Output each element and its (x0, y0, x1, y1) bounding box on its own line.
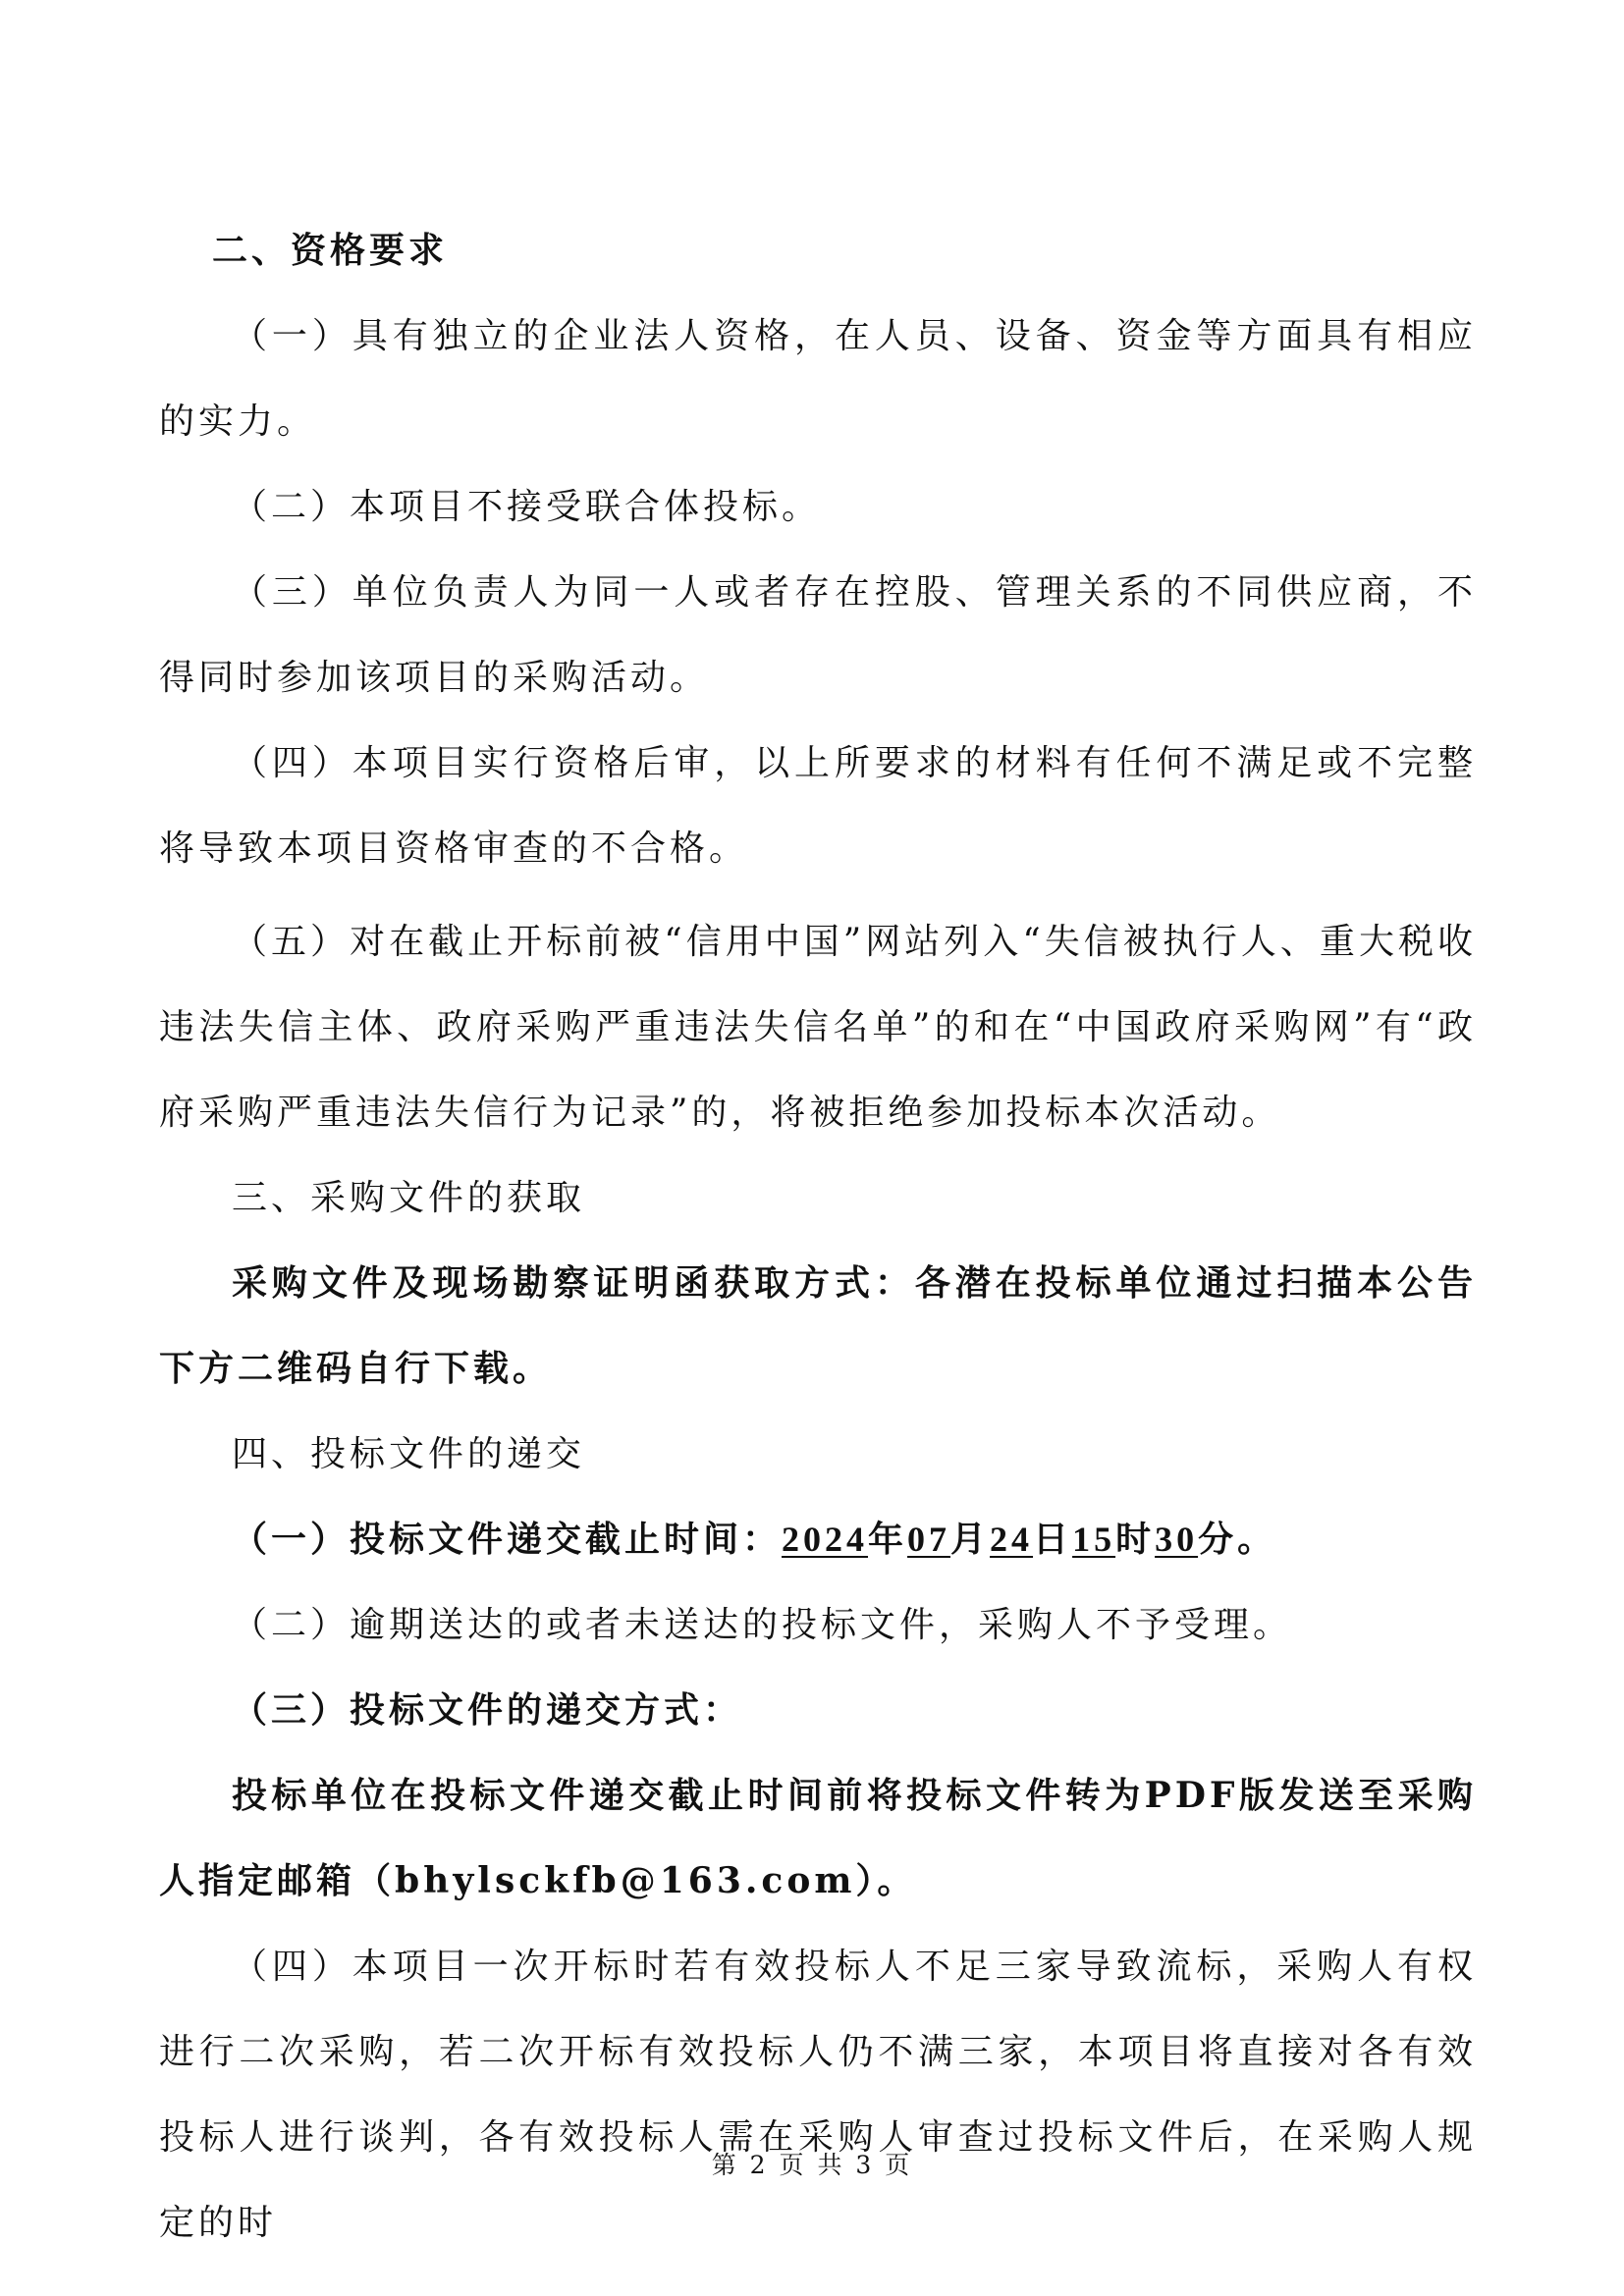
document-body (159, 208, 1477, 2266)
paragraph-qualification-4: （四）本项目实行资格后审，以上所要求的材料有任何不满足或不完整将导致本项目资格审查的不合格。 (159, 743, 1477, 869)
section-heading-procurement-docs: 三、采购文件的获取 (232, 1178, 586, 1218)
paragraph-procurement-docs: 采购文件及现场勘察证明函获取方式：各潜在投标单位通过扫描本公告下方二维码自行下载。 (159, 1262, 1477, 1389)
deadline-day: 24 (990, 1520, 1034, 1559)
deadline-day-unit: 日 (1033, 1519, 1073, 1560)
paragraph-qualification-3: （三）单位负责人为同一人或者存在控股、管理关系的不同供应商，不得同时参加该项目的采购活动。 (159, 572, 1477, 698)
deadline-month-unit: 月 (950, 1519, 991, 1560)
paragraph-qualification-2: （二）本项目不接受联合体投标。 (232, 487, 822, 527)
page-number-footer: 第 2 页 共 3 页 (711, 2151, 913, 2179)
deadline-year-unit: 年 (868, 1519, 908, 1560)
paragraph-bid-deadline (159, 1497, 1477, 1582)
deadline-year: 2024 (782, 1520, 869, 1559)
deadline-minute: 30 (1155, 1520, 1199, 1559)
paragraph-qualification-1: （一）具有独立的企业法人资格，在人员、设备、资金等方面具有相应的实力。 (159, 316, 1477, 442)
deadline-hour-unit: 时 (1115, 1519, 1156, 1560)
deadline-minute-unit: 分。 (1198, 1519, 1277, 1560)
paragraph-late-submission: （二）逾期送达的或者未送达的投标文件，采购人不予受理。 (232, 1605, 1293, 1645)
deadline-month: 07 (907, 1520, 951, 1559)
section-heading-qualifications: 二、资格要求 (212, 230, 449, 271)
paragraph-submission-method-body: 投标单位在投标文件递交截止时间前将投标文件转为PDF版发送至采购人指定邮箱（bhylsckfb@163.com）。 (159, 1775, 1477, 1901)
section-heading-bid-submission: 四、投标文件的递交 (232, 1434, 586, 1474)
deadline-hour: 15 (1072, 1520, 1116, 1559)
paragraph-re-procurement: （四）本项目一次开标时若有效投标人不足三家导致流标，采购人有权进行二次采购，若二次开标有效投标人仍不满三家，本项目将直接对各有效投标人进行谈判，各有效投标人需在采购人审查过投标文件后，在采购人规定的时 (159, 1947, 1477, 2243)
paragraph-qualification-5: （五）对在截止开标前被“信用中国”网站列入“失信被执行人、重大税收违法失信主体、政府采购严重违法失信名单”的和在“中国政府采购网”有“政府采购严重违法失信行为记录”的，将被拒绝参加投标本次活动。 (159, 922, 1477, 1133)
paragraph-submission-method-heading: （三）投标文件的递交方式： (232, 1689, 743, 1731)
deadline-label: （一）投标文件递交截止时间： (232, 1519, 783, 1560)
